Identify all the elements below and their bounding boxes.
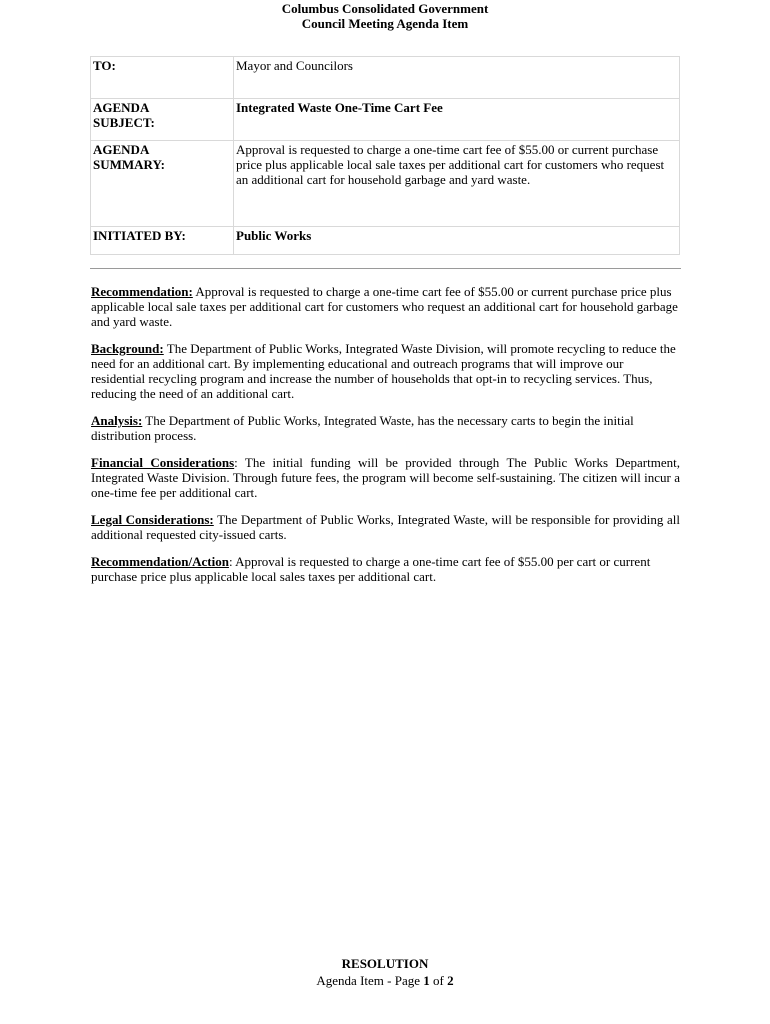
- financial-considerations-heading: Financial Considerations: [91, 455, 235, 470]
- page-prefix: Agenda Item - Page: [316, 973, 424, 988]
- table-row: [91, 57, 680, 99]
- legal-considerations-paragraph: [91, 512, 680, 542]
- agenda-summary-value: Approval is requested to charge a one-time cart fee of $55.00 or current purchase price plus applicable local sale taxes per additional cart for customers who request an additional cart for household garbage and yard waste.: [234, 141, 680, 227]
- agenda-subject-label: AGENDA SUBJECT:: [91, 99, 234, 141]
- page-total: 2: [447, 973, 454, 988]
- initiated-by-label: INITIATED BY:: [91, 227, 234, 255]
- page-footer: [0, 955, 770, 989]
- agenda-subject-value: Integrated Waste One-Time Cart Fee: [234, 99, 680, 141]
- table-row: [91, 99, 680, 141]
- financial-considerations-paragraph: [91, 455, 680, 500]
- recommendation-heading: Recommendation:: [91, 284, 193, 299]
- page-indicator: [0, 972, 770, 989]
- legal-considerations-heading: Legal Considerations:: [91, 512, 214, 527]
- page-current: 1: [423, 973, 430, 988]
- agenda-body: [91, 284, 680, 596]
- recommendation-text: Approval is requested to charge a one-time cart fee of $55.00 or current purchase price plus applicable local sale taxes per additional cart for customers who request an additional cart for household garbage and yard waste.: [91, 284, 678, 329]
- financial-considerations-text: : The initial funding will be provided through The Public Works Department, Integrated Waste Division. Through future fees, the program will become self-sustaining. The citizen will incur a one-time fee per additional cart.: [91, 455, 680, 500]
- legal-considerations-text: The Department of Public Works, Integrated Waste, will be responsible for providing all additional requested city-issued carts.: [91, 512, 680, 542]
- initiated-by-value: Public Works: [234, 227, 680, 255]
- background-heading: Background:: [91, 341, 164, 356]
- government-title: Columbus Consolidated Government: [281, 1, 489, 16]
- analysis-heading: Analysis:: [91, 413, 143, 428]
- agenda-info-table: [90, 56, 680, 255]
- agenda-summary-label: AGENDA SUMMARY:: [91, 141, 234, 227]
- table-row: [91, 227, 680, 255]
- background-text: The Department of Public Works, Integrated Waste Division, will promote recycling to reduce the need for an additional cart. By implementing educational and outreach programs that will improve our residential recycling program and increase the number of households that opt-in to recycling services. Thus, reducing the need of an additional cart.: [91, 341, 676, 401]
- recommendation-action-paragraph: [91, 554, 680, 584]
- page-of: of: [429, 973, 448, 988]
- analysis-text: The Department of Public Works, Integrated Waste, has the necessary carts to begin the initial distribution process.: [91, 413, 634, 443]
- table-row: [91, 141, 680, 227]
- section-divider: [90, 268, 681, 269]
- recommendation-paragraph: [91, 284, 680, 329]
- resolution-label: RESOLUTION: [341, 956, 429, 971]
- background-paragraph: [91, 341, 680, 401]
- recommendation-action-heading: Recommendation/Action: [91, 554, 229, 569]
- document-header: [0, 1, 770, 31]
- agenda-item-title: Council Meeting Agenda Item: [301, 16, 469, 31]
- to-label: TO:: [91, 57, 234, 99]
- to-value: Mayor and Councilors: [234, 57, 680, 99]
- analysis-paragraph: [91, 413, 680, 443]
- recommendation-action-text: : Approval is requested to charge a one-time cart fee of $55.00 per cart or current purchase price plus applicable local sales taxes per additional cart.: [91, 554, 651, 584]
